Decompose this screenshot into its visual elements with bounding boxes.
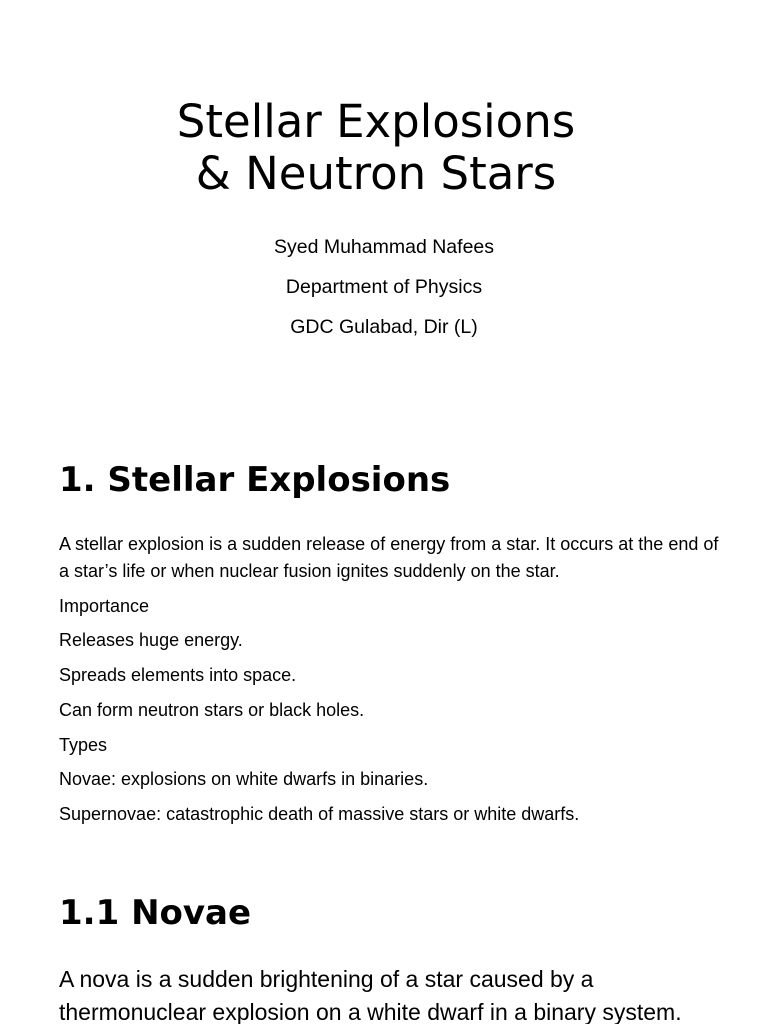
types-item-2: Supernovae: catastrophic death of massive stars or white dwarfs. [59,804,580,824]
section-1-heading: 1. Stellar Explosions [59,460,451,500]
department-name: Department of Physics [285,276,483,298]
importance-item-1: Releases huge energy. [59,630,243,650]
importance-item-2: Spreads elements into space. [59,665,297,685]
importance-label: Importance [59,596,150,616]
importance-item-3: Can form neutron stars or black holes. [59,700,365,720]
types-label: Types [59,735,108,755]
types-item-1: Novae: explosions on white dwarfs in binaries. [59,769,429,789]
author-name: Syed Muhammad Nafees [273,236,495,258]
section-1-1-intro: A nova is a sudden brightening of a star caused by a thermonuclear explosion on a white dwarf in a binary system. [59,966,682,1024]
section-1-1-heading: 1.1 Novae [59,893,252,933]
institution-name: GDC Gulabad, Dir (L) [290,316,478,338]
title-line-2: & Neutron Stars [195,147,557,200]
title-line-1: Stellar Explosions [176,95,576,148]
section-1-intro: A stellar explosion is a sudden release of energy from a star. It occurs at the end of a star’s life or when nuclear fusion ignites suddenly on the star. [59,534,719,581]
document-title [0,96,752,200]
